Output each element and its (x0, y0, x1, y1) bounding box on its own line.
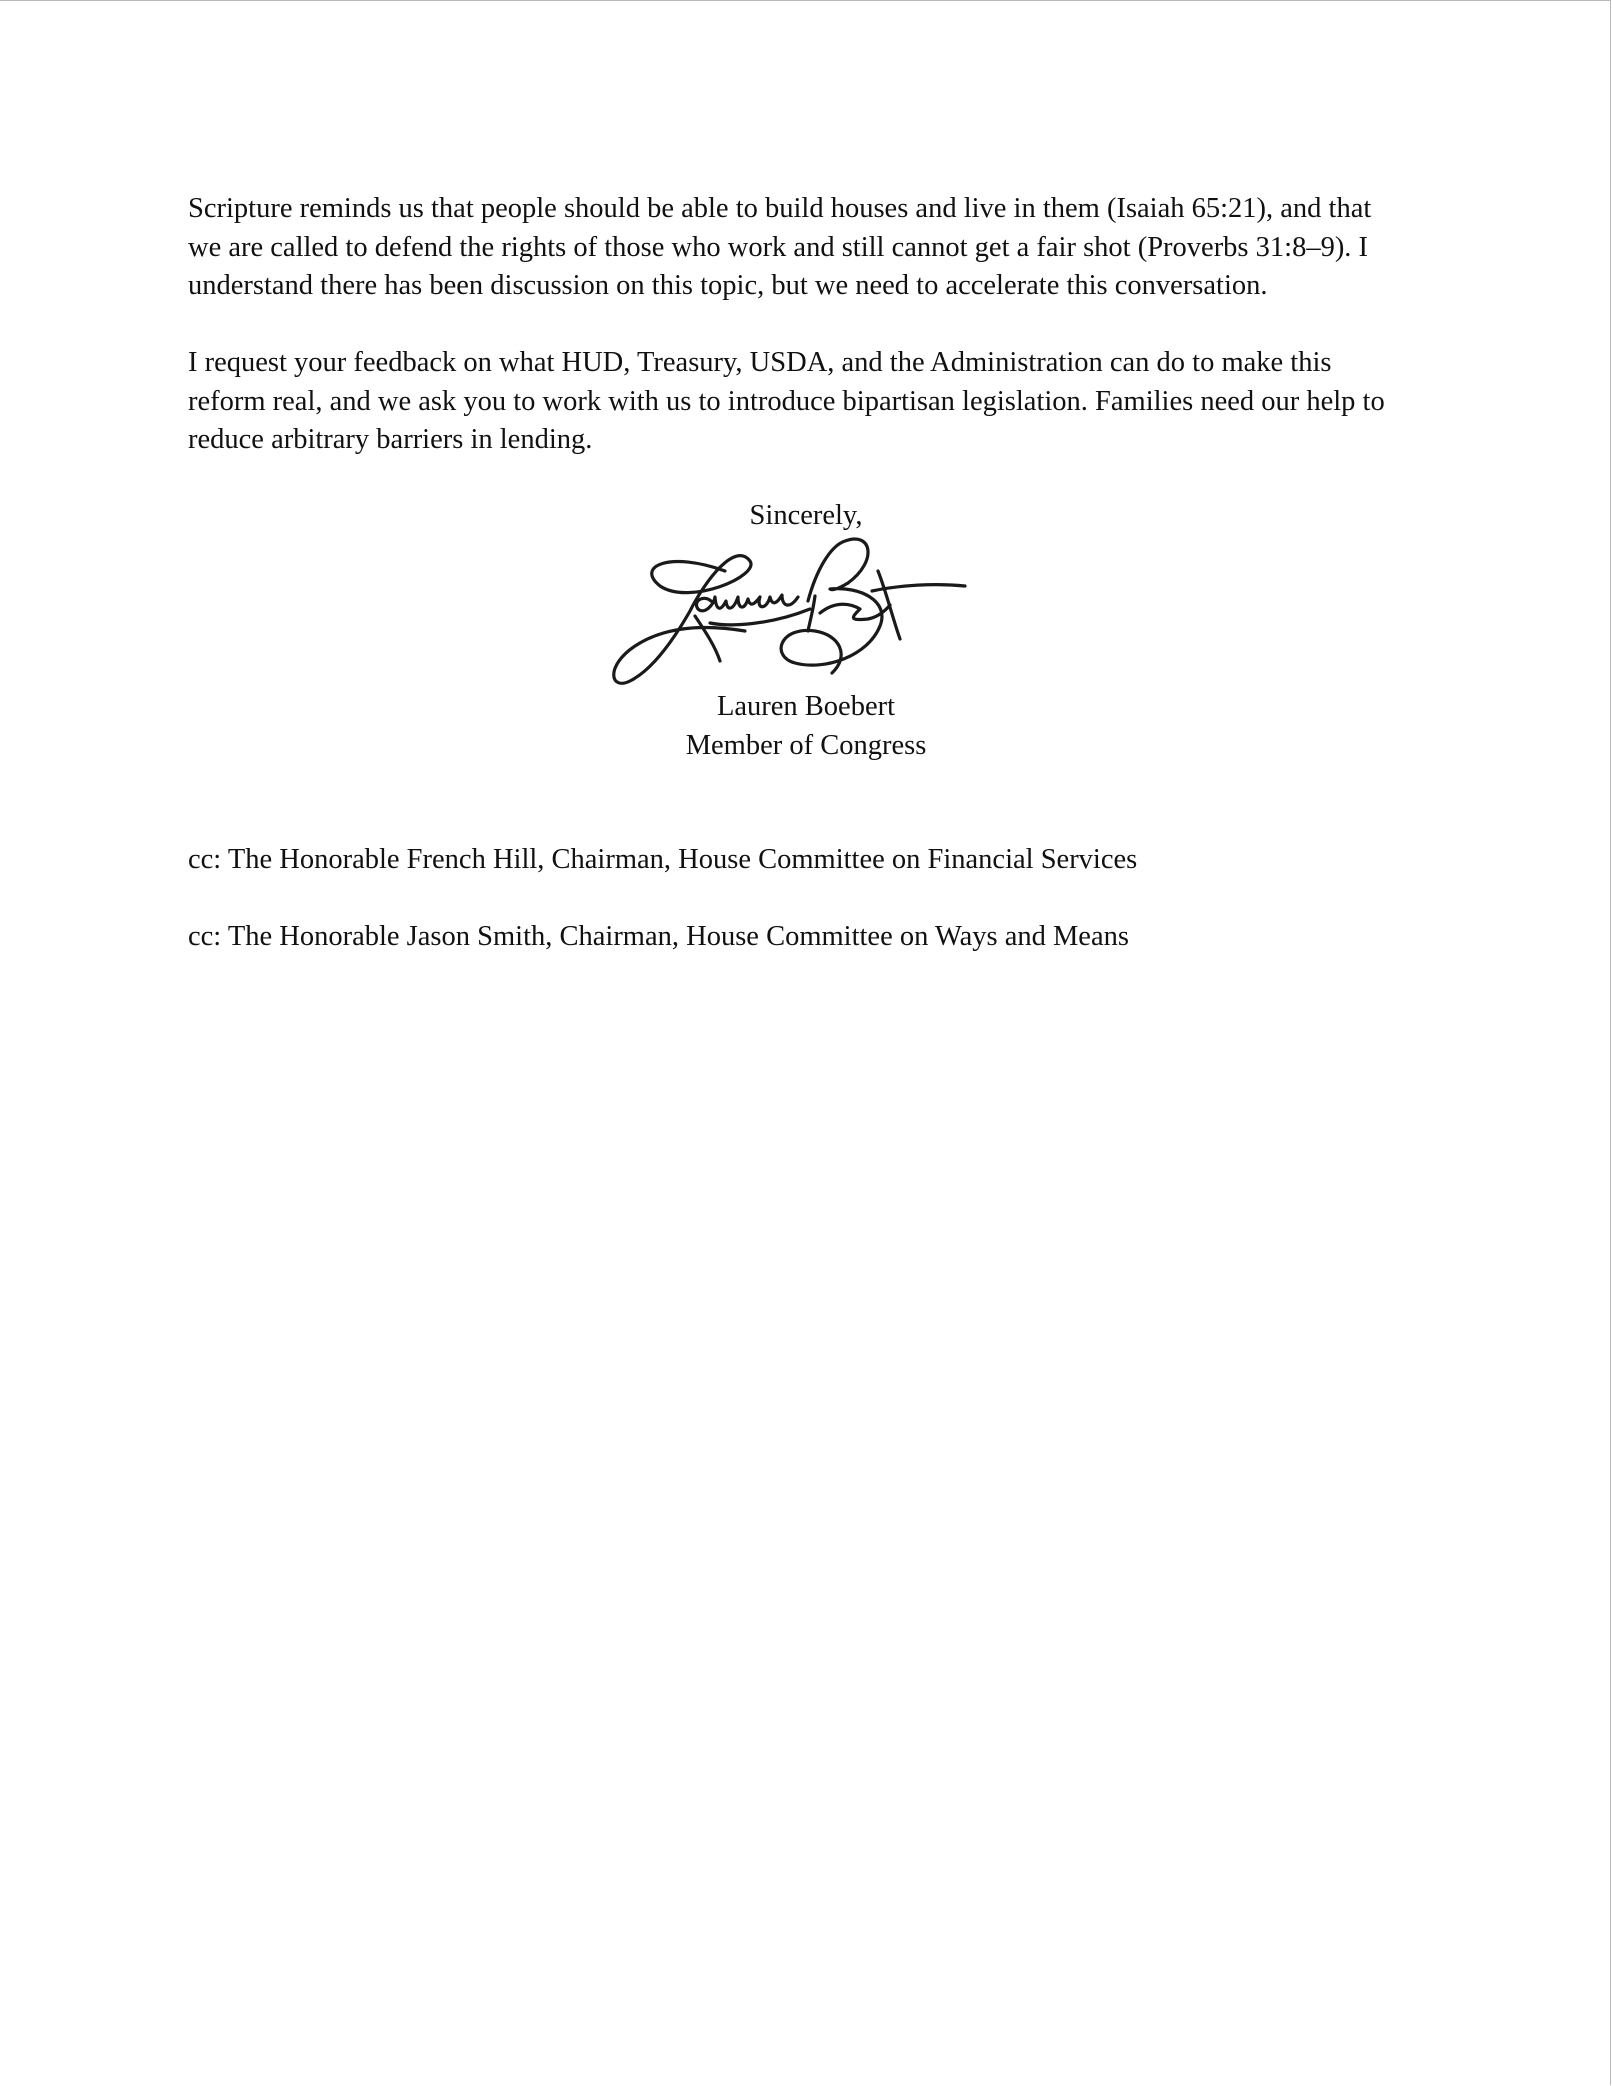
handwritten-signature (610, 531, 1000, 696)
paragraph-line: understand there has been discussion on this topic, but we need to accelerate this conversation. (188, 270, 1268, 301)
paragraph-line: reduce arbitrary barriers in lending. (188, 424, 593, 455)
paragraph-line: Scripture reminds us that people should be able to build houses and live in them (Isaiah 65:21), and that (188, 193, 1372, 224)
signer-title: Member of Congress (685, 730, 927, 761)
paragraph-line: reform real, and we ask you to work with us to introduce bipartisan legislation. Families need our help to (188, 385, 1385, 417)
cc-line: cc: The Honorable French Hill, Chairman, House Committee on Financial Services (188, 844, 1138, 875)
paragraph-line: I request your feedback on what HUD, Treasury, USDA, and the Administration can do to make this (188, 347, 1332, 378)
body-paragraph-2 (188, 344, 1438, 460)
cc-line: cc: The Honorable Jason Smith, Chairman, House Committee on Ways and Means (188, 921, 1129, 952)
signer-name: Lauren Boebert (716, 691, 896, 722)
body-paragraph-1 (188, 190, 1438, 306)
paragraph-line: we are called to defend the rights of those who work and still cannot get a fair shot (Proverbs 31:8–9). I (188, 231, 1369, 263)
closing-salutation: Sincerely, (749, 500, 863, 531)
